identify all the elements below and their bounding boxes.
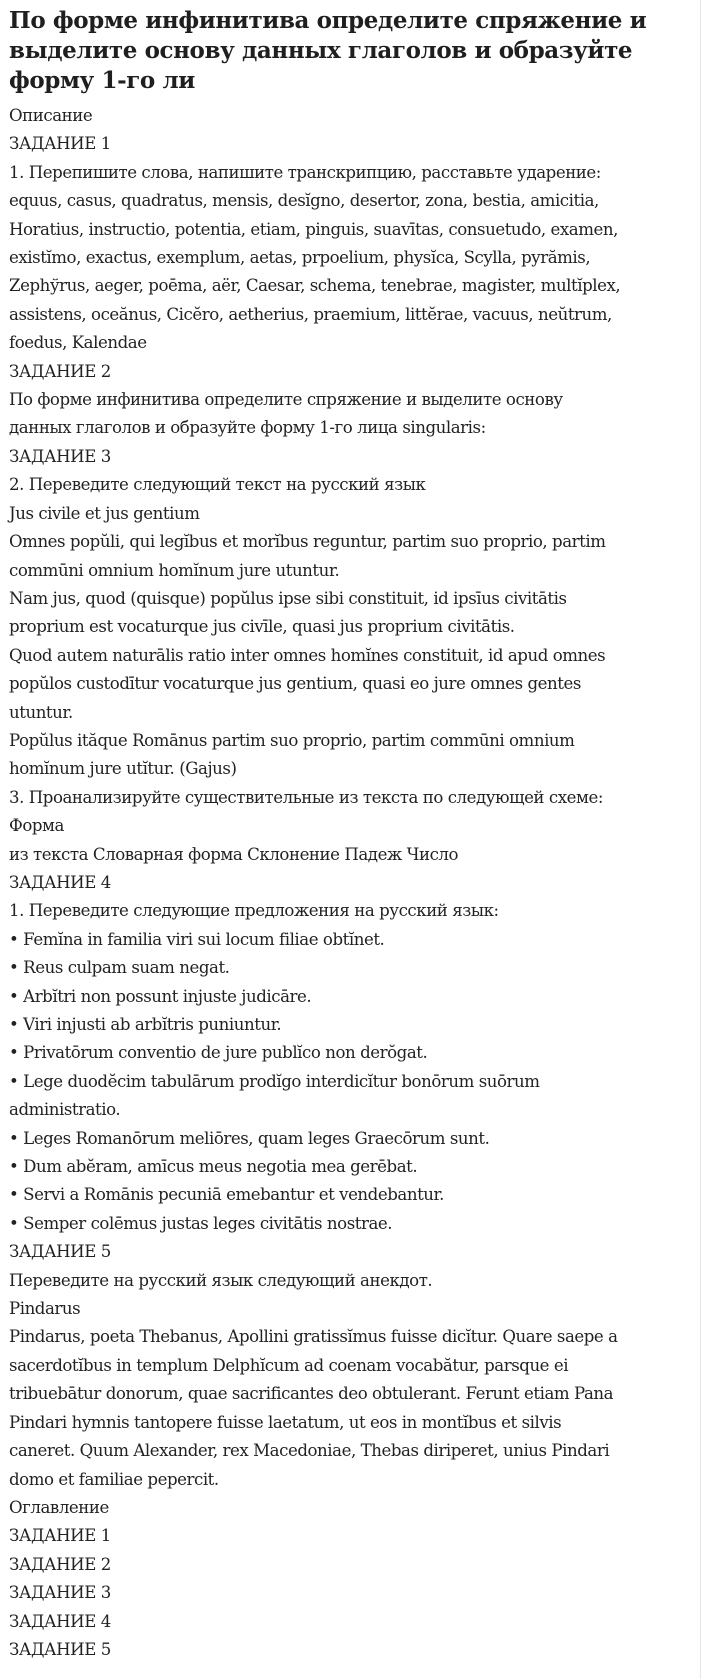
text-line: 1. Перепишите слова, напишите транскрипцию, расставьте ударение: (9, 162, 601, 182)
text-line: utuntur. (9, 702, 73, 722)
text-line: из текста Словарная форма Склонение Падеж Число (9, 844, 459, 864)
text-line: Nam jus, quod (quisque) popŭlus ipse sibi constituit, id ipsīus civitātis (9, 588, 567, 608)
text-line: Quod autem naturālis ratio inter omnes homĭnes constituit, id apud omnes (9, 645, 606, 665)
text-line: foedus, Kalendae (9, 333, 147, 353)
text-line: • Leges Romanōrum meliōres, quam leges Graecōrum sunt. (9, 1128, 490, 1148)
text-line: homĭnum jure utĭtur. (Gajus) (9, 759, 237, 779)
text-line: equus, casus, quadratus, mensis, desĭgno, desertor, zona, bestia, amicitia, (9, 191, 599, 211)
text-line: ЗАДАНИЕ 5 (9, 1242, 111, 1262)
text-line: Omnes popŭli, qui legĭbus et morĭbus reguntur, partim suo proprio, partim (9, 532, 606, 552)
text-line: • Lege duodĕcim tabulārum prodĭgo interdicĭtur bonōrum suōrum (9, 1071, 540, 1091)
text-line: Horatius, instructio, potentia, etiam, pinguis, suavītas, consuetudo, examen, (9, 219, 618, 239)
text-line: • Arbĭtri non possunt injuste judicāre. (9, 986, 312, 1006)
text-line: данных глаголов и образуйте форму 1-го лица singularis: (9, 418, 486, 438)
text-line: existĭmo, exactus, exemplum, aetas, prpoelium, physĭca, Scylla, pyrămis, (9, 248, 591, 268)
text-line: domo et familiae pepercit. (9, 1469, 219, 1489)
text-line: • Viri injusti ab arbĭtris puniuntur. (9, 1015, 282, 1034)
text-line: 3. Проанализируйте существительные из текста по следующей схеме: (9, 787, 603, 807)
text-line: • Semper colēmus justas leges civitātis nostrae. (9, 1213, 393, 1233)
text-line: proprium est vocaturque jus civīle, quasi jus proprium civitātis. (9, 617, 515, 637)
text-line: Переведите на русский язык следующий анекдот. (9, 1270, 433, 1290)
text-line: Jus civile et jus gentium (9, 503, 200, 523)
text-line: commūni omnium homĭnum jure utuntur. (9, 560, 340, 580)
text-line: Pindarus, poeta Thebanus, Apollini gratissĭmus fuisse dicĭtur. Quare saepe a (9, 1327, 618, 1347)
text-line: ЗАДАНИЕ 2 (9, 1554, 111, 1574)
text-line: • Dum abĕram, amīcus meus negotia mea gerēbat. (9, 1157, 418, 1177)
text-line: ЗАДАНИЕ 3 (9, 446, 111, 466)
text-line: • Servi a Romānis pecuniā emebantur et vendebantur. (9, 1185, 445, 1205)
text-line: popŭlos custodītur vocaturque jus gentium, quasi eo jure omnes gentes (9, 674, 581, 694)
text-line: ЗАДАНИЕ 3 (9, 1583, 111, 1603)
text-line: ЗАДАНИЕ 4 (9, 872, 111, 892)
text-line: ЗАДАНИЕ 5 (9, 1639, 111, 1659)
page-title: По форме инфинитива определите спряжение и выделите основу данных глаголов и образуйте форму 1-го ли (9, 7, 647, 94)
text-line: • Reus culpam suam negat. (9, 958, 230, 978)
text-line: caneret. Quum Alexander, rex Macedoniae, Thebas diriperet, unius Pindari (9, 1441, 610, 1461)
text-line: Popŭlus ităque Romānus partim suo proprio, partim commūni omnium (9, 730, 575, 750)
text-line: 2. Переведите следующий текст на русский язык (9, 475, 426, 495)
text-line: 1. Переведите следующие предложения на русский язык: (9, 901, 499, 921)
document-body (9, 102, 690, 1664)
text-line: По форме инфинитива определите спряжение и выделите основу (9, 390, 563, 410)
text-line: Оглавление (9, 1497, 109, 1517)
text-line: tribuebātur donorum, quae sacrificantes deo obtulerant. Ferunt etiam Pana (9, 1384, 614, 1404)
text-line: assistens, oceănus, Cicĕro, aetherius, praemium, littĕrae, vacuus, neŭtrum, (9, 304, 612, 324)
text-line: Pindari hymnis tantopere fuisse laetatum, ut eos in montĭbus et silvis (9, 1412, 562, 1432)
text-line: ЗАДАНИЕ 1 (9, 1526, 111, 1546)
text-line: • Privatōrum conventio de jure publĭco non derŏgat. (9, 1043, 428, 1063)
text-line: sacerdotĭbus in templum Delphĭcum ad coenam vocabătur, parsque ei (9, 1355, 569, 1375)
text-line: ЗАДАНИЕ 2 (9, 361, 111, 381)
text-line: Pindarus (9, 1299, 81, 1319)
text-line: Описание (9, 106, 93, 125)
text-line: Zephўrus, aeger, poēma, aër, Caesar, schema, tenebrae, magister, multĭplex, (9, 276, 621, 296)
text-line: ЗАДАНИЕ 4 (9, 1611, 111, 1631)
text-line: administratio. (9, 1100, 121, 1120)
text-line: ЗАДАНИЕ 1 (9, 134, 111, 154)
text-line: Форма (9, 816, 64, 836)
text-line: • Femĭna in familia viri sui locum filiae obtĭnet. (9, 929, 385, 949)
